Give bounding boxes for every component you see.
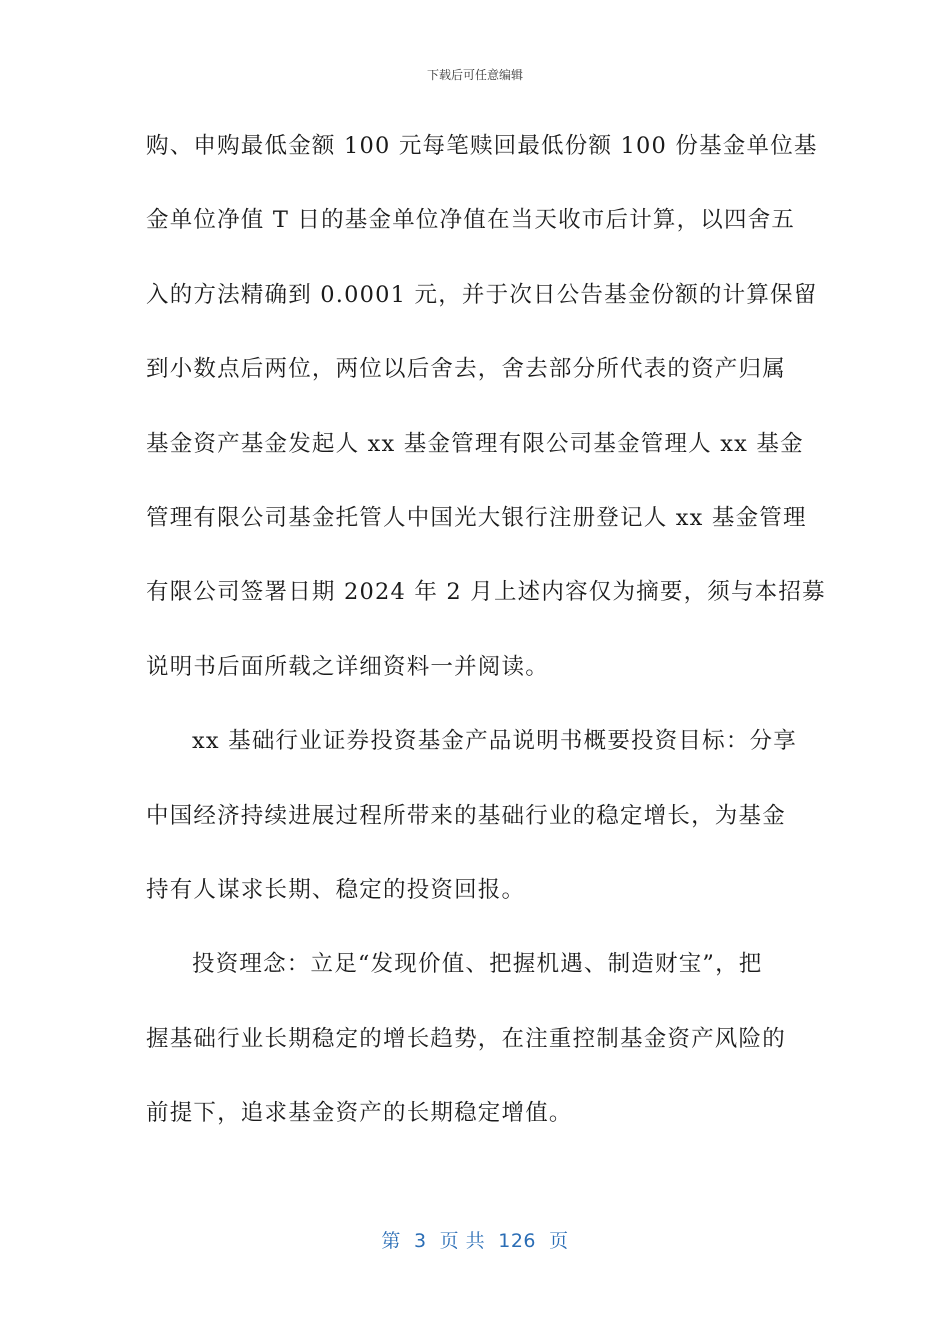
paragraph-start-line: 投资理念：立足“发现价值、把握机遇、制造财宝”，把 [192, 951, 763, 978]
body-line: 前提下，追求基金资产的长期稳定增值。 [146, 1100, 573, 1127]
body-line: 中国经济持续进展过程所带来的基础行业的稳定增长，为基金 [146, 802, 786, 829]
body-line: 入的方法精确到 0.0001 元，并于次日公告基金份额的计算保留 [146, 281, 818, 308]
body-line: 握基础行业长期稳定的增长趋势，在注重控制基金资产风险的 [146, 1025, 786, 1052]
document-body [146, 128, 826, 1169]
body-line: 购、申购最低金额 100 元每笔赎回最低份额 100 份基金单位基 [146, 133, 818, 159]
header-note: 下载后可任意编辑 [426, 68, 523, 82]
body-line: 持有人谋求长期、稳定的投资回报。 [146, 876, 526, 903]
paragraph-start-line: xx 基础行业证券投资基金产品说明书概要投资目标：分享 [192, 728, 797, 755]
body-line: 到小数点后两位，两位以后舍去，舍去部分所代表的资产归属 [146, 356, 786, 383]
body-line: 说明书后面所载之详细资料一并阅读。 [146, 653, 549, 680]
body-line: 管理有限公司基金托管人中国光大银行注册登记人 xx 基金管理 [146, 504, 807, 531]
page-number-footer: 第 3 页 共 126 页 [381, 1230, 569, 1252]
body-line: 金单位净值 T 日的基金单位净值在当天收市后计算，以四舍五 [146, 207, 796, 234]
body-line: 基金资产基金发起人 xx 基金管理有限公司基金管理人 xx 基金 [146, 430, 804, 457]
body-line: 有限公司签署日期 2024 年 2 月上述内容仅为摘要，须与本招募 [146, 579, 826, 606]
